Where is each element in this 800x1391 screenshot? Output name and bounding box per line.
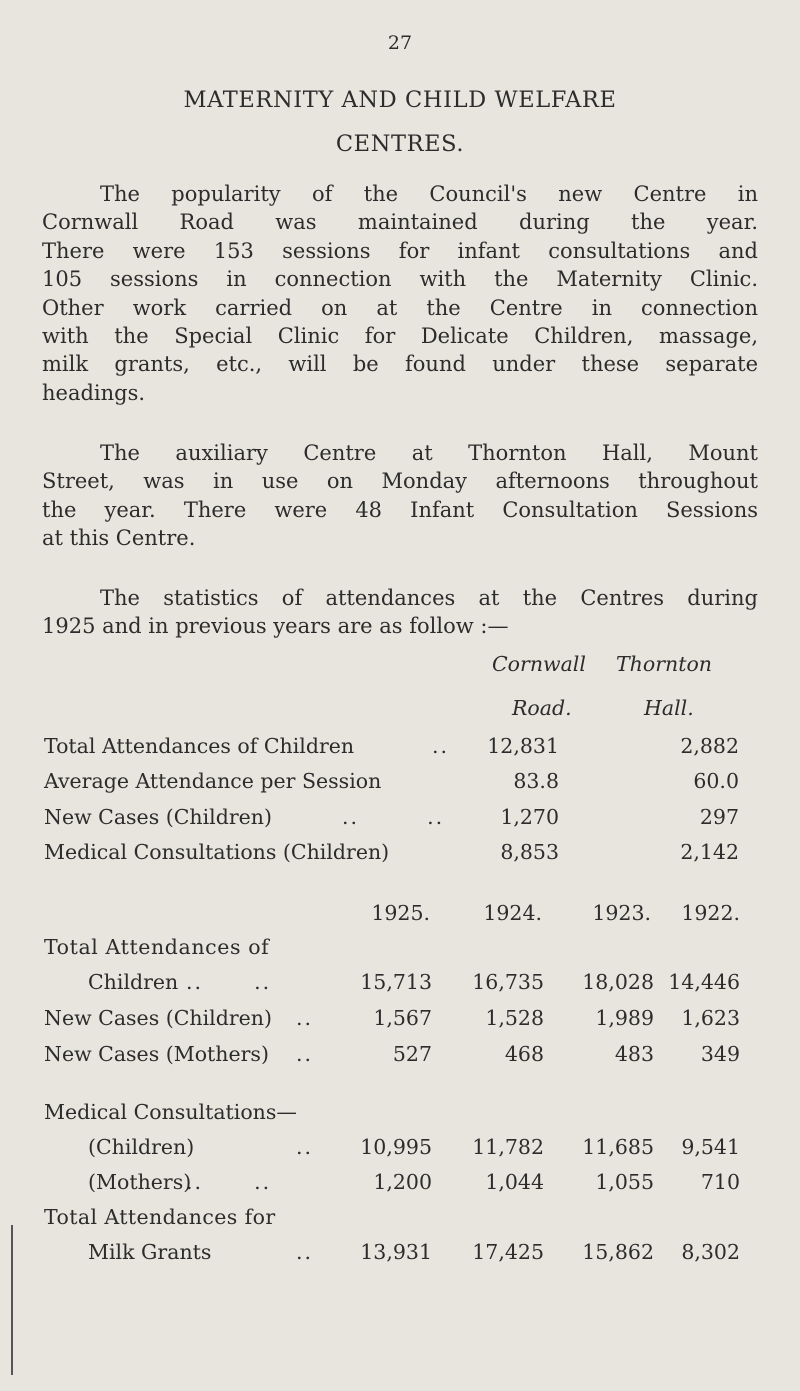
header-cornwall: Cornwall — [492, 652, 586, 676]
year-1925: 1925. — [371, 901, 430, 925]
page-number: 27 — [387, 32, 413, 54]
leader-dots: .. — [296, 1042, 314, 1066]
paragraph-2 — [42, 439, 758, 553]
value-1925: 527 — [392, 1042, 432, 1066]
cornwall-value: 12,831 — [487, 734, 559, 758]
paragraph-line: 105 sessions in connection with the Maternity Clinic. — [42, 267, 758, 292]
row-label-line-2: Milk Grants — [88, 1240, 212, 1264]
cornwall-value: 1,270 — [500, 805, 559, 829]
thornton-value: 60.0 — [693, 769, 739, 793]
leader-dots: .. .. — [186, 970, 272, 994]
value-1924: 1,528 — [485, 1006, 544, 1030]
paragraph-1 — [42, 180, 758, 407]
value-1923: 18,028 — [582, 970, 654, 994]
header-hall: Hall. — [644, 696, 694, 720]
medical-consultations-heading: Medical Consultations— — [44, 1100, 297, 1124]
leader-dots: .. .. — [342, 805, 445, 829]
row-label: Average Attendance per Session — [44, 769, 382, 793]
paragraph-line: Other work carried on at the Centre in connection — [42, 295, 758, 320]
value-1925: 1,567 — [373, 1006, 432, 1030]
value-1923: 1,989 — [595, 1006, 654, 1030]
header-road: Road. — [512, 696, 572, 720]
leader-dots: .. — [432, 734, 450, 758]
leader-dots: .. — [296, 1240, 314, 1264]
cornwall-value: 8,853 — [500, 840, 559, 864]
header-thornton: Thornton — [616, 652, 713, 676]
row-label: Medical Consultations (Children) — [44, 840, 390, 864]
value-1924: 16,735 — [472, 970, 544, 994]
row-label: New Cases (Children) — [44, 805, 272, 829]
value-1924: 11,782 — [472, 1135, 544, 1159]
cornwall-value: 83.8 — [513, 769, 559, 793]
paragraph-line: at this Centre. — [42, 526, 196, 551]
paragraph-line: milk grants, etc., will be found under these separate — [42, 352, 758, 377]
leader-dots: .. — [296, 1135, 314, 1159]
year-1923: 1923. — [592, 901, 651, 925]
value-1925: 1,200 — [373, 1170, 432, 1194]
paragraph-line: The auxiliary Centre at Thornton Hall, Mount — [100, 441, 758, 465]
paragraph-line: the year. There were 48 Infant Consultation Sessions — [42, 497, 758, 522]
leader-dots: .. .. — [186, 1170, 272, 1194]
paragraph-line: with the Special Clinic for Delicate Children, massage, — [42, 324, 758, 349]
value-1923: 1,055 — [595, 1170, 654, 1194]
paragraph-line: The statistics of attendances at the Centres during — [100, 586, 758, 610]
row-label-line-2: Children — [88, 970, 179, 994]
row-label-line-1: Total Attendances for — [44, 1205, 276, 1229]
row-label: (Mothers) — [88, 1170, 192, 1194]
scan-edge-line — [11, 1225, 13, 1375]
title-line-2: CENTRES. — [335, 131, 465, 157]
value-1924: 17,425 — [472, 1240, 544, 1264]
thornton-value: 2,142 — [680, 840, 739, 864]
value-1923: 11,685 — [582, 1135, 654, 1159]
value-1923: 15,862 — [582, 1240, 654, 1264]
row-label: (Children) — [88, 1135, 195, 1159]
value-1925: 10,995 — [360, 1135, 432, 1159]
row-label: New Cases (Children) — [44, 1006, 272, 1030]
paragraph-line: There were 153 sessions for infant consultations and — [42, 238, 758, 263]
row-label: Total Attendances of Children — [44, 734, 355, 758]
value-1922: 9,541 — [681, 1135, 740, 1159]
value-1925: 13,931 — [360, 1240, 432, 1264]
value-1922: 14,446 — [668, 970, 740, 994]
value-1925: 15,713 — [360, 970, 432, 994]
paragraph-line: Cornwall Road was maintained during the year. — [42, 210, 758, 235]
value-1922: 1,623 — [681, 1006, 740, 1030]
year-1924: 1924. — [483, 901, 542, 925]
thornton-value: 2,882 — [680, 734, 739, 758]
value-1922: 710 — [700, 1170, 740, 1194]
value-1922: 349 — [700, 1042, 740, 1066]
value-1923: 483 — [614, 1042, 654, 1066]
paragraph-line: 1925 and in previous years are as follow :— — [42, 614, 509, 639]
thornton-value: 297 — [699, 805, 739, 829]
paragraph-line: headings. — [42, 380, 146, 405]
year-1922: 1922. — [681, 901, 740, 925]
paragraph-line: The popularity of the Council's new Centre in — [100, 182, 758, 206]
row-label: New Cases (Mothers) — [44, 1042, 269, 1066]
paragraph-3 — [42, 584, 758, 641]
leader-dots: .. — [296, 1006, 314, 1030]
title-line-1: MATERNITY AND CHILD WELFARE — [183, 87, 617, 113]
value-1924: 468 — [504, 1042, 544, 1066]
value-1922: 8,302 — [681, 1240, 740, 1264]
paragraph-line: Street, was in use on Monday afternoons throughout — [42, 469, 758, 494]
value-1924: 1,044 — [485, 1170, 544, 1194]
row-label-line-1: Total Attendances of — [44, 935, 270, 959]
